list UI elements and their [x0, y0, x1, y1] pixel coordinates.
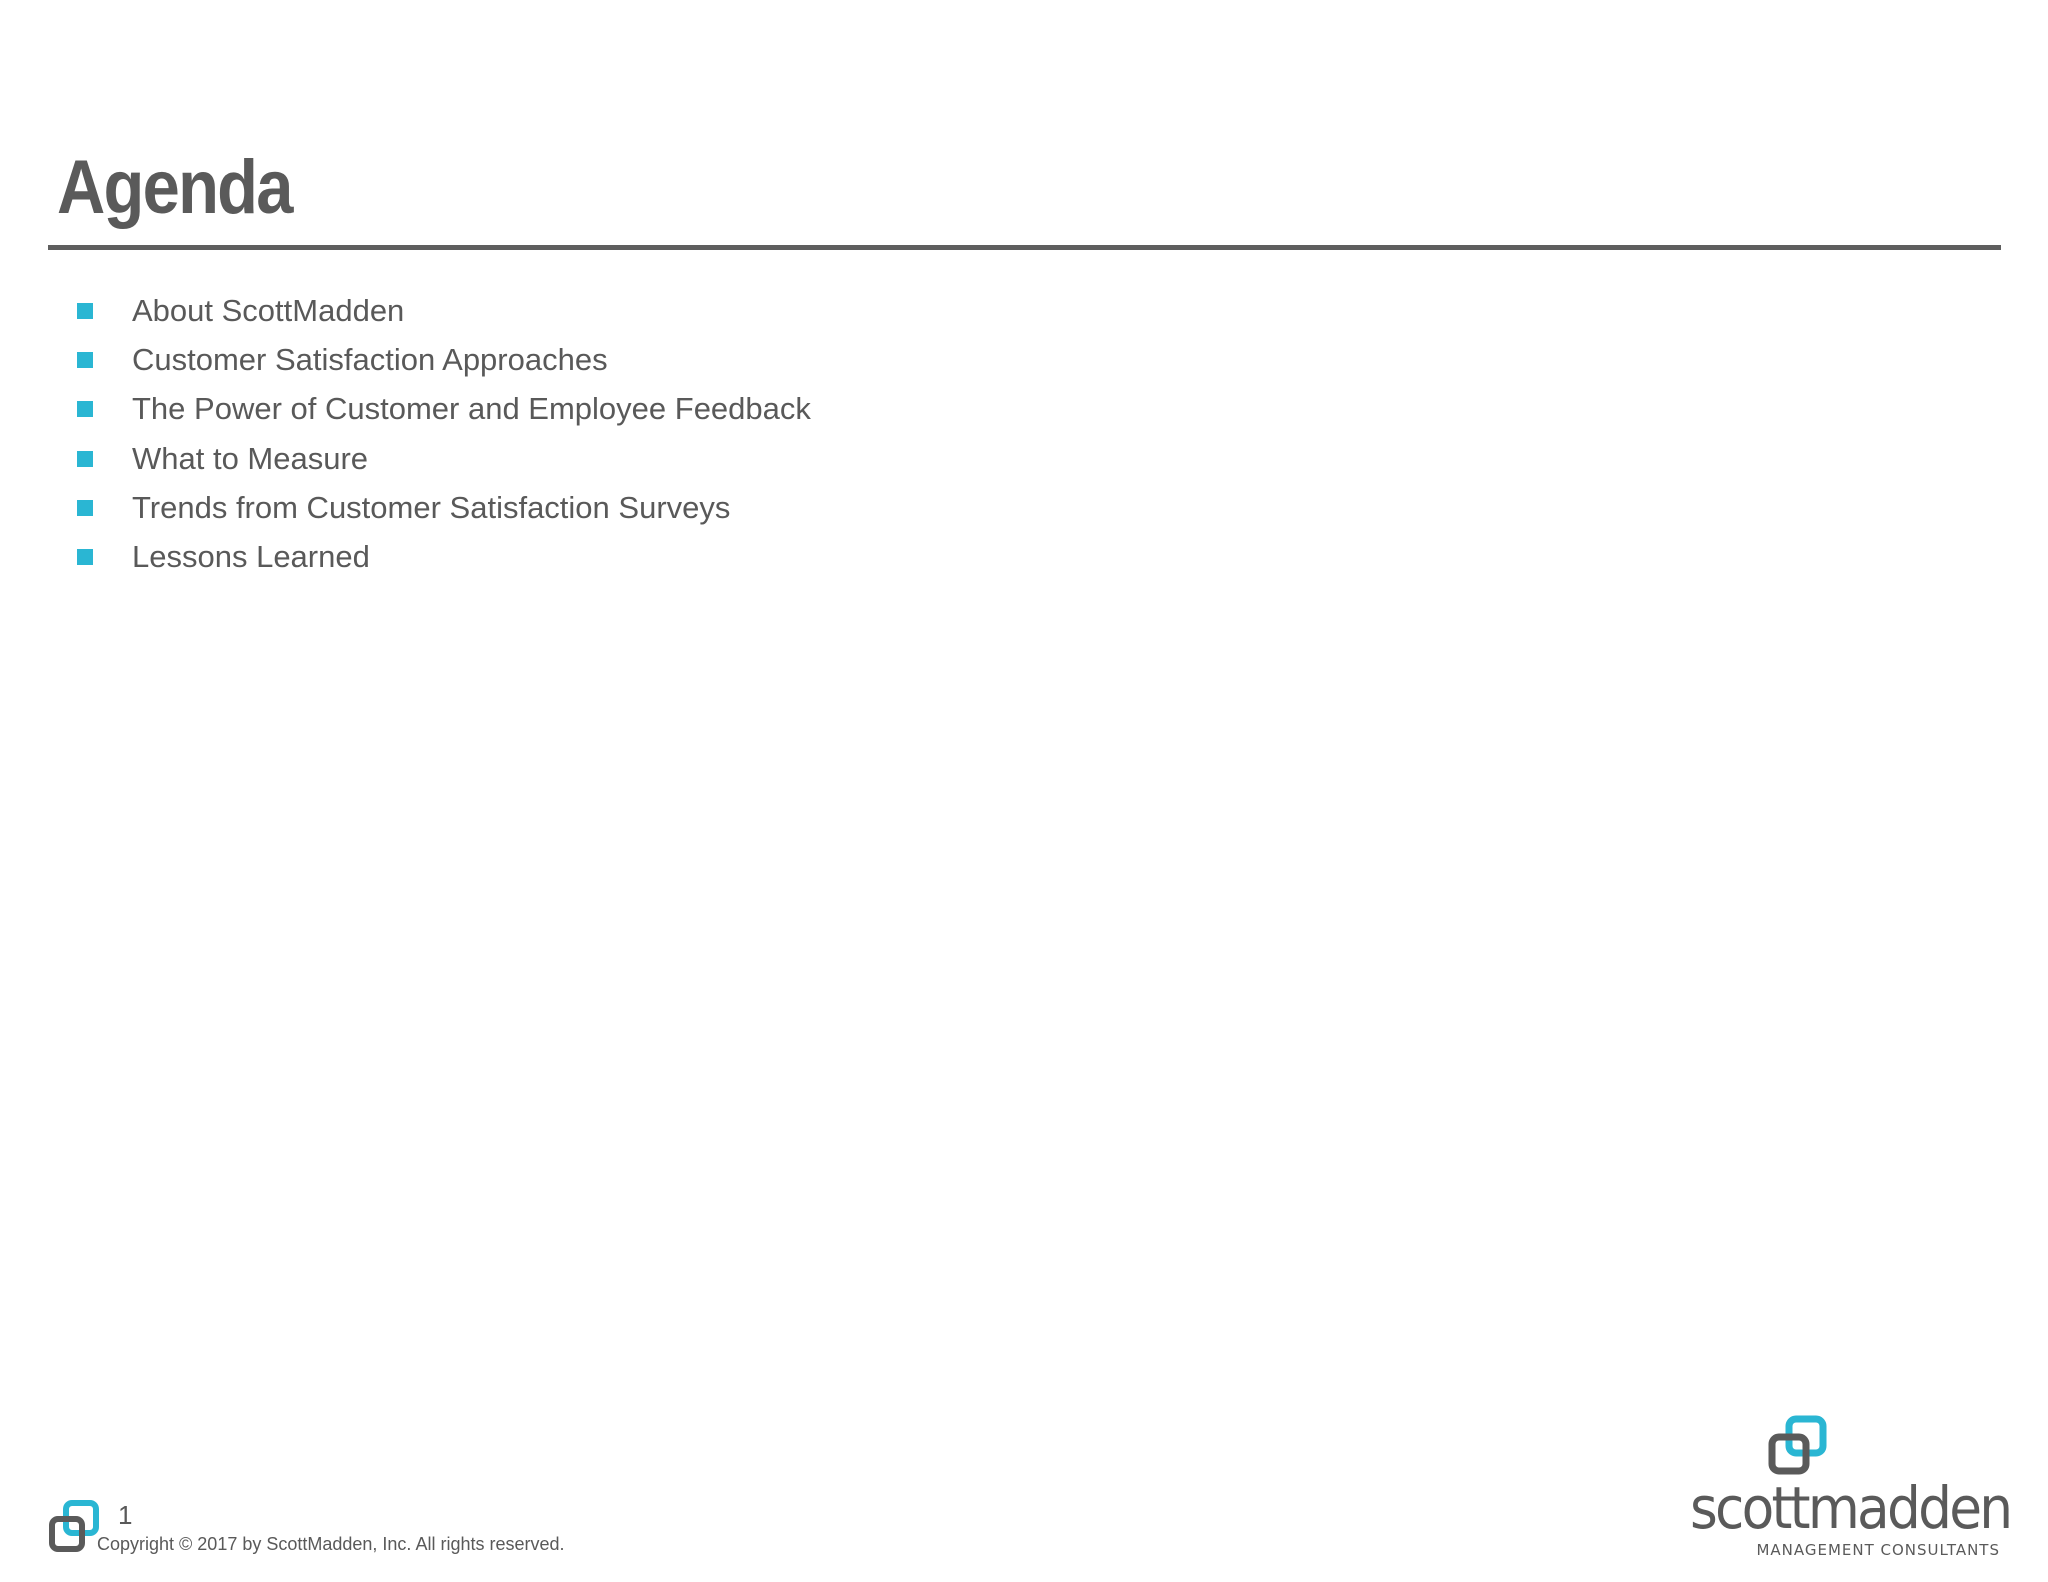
brand-tagline: MANAGEMENT CONSULTANTS [1756, 1541, 2000, 1559]
agenda-item [77, 538, 811, 587]
square-bullet-icon [77, 352, 93, 368]
title-divider [48, 245, 2001, 250]
agenda-item [77, 341, 811, 390]
agenda-item-label: What to Measure [132, 440, 369, 476]
interlocking-squares-icon [47, 1500, 103, 1556]
interlocking-squares-icon [1765, 1415, 1831, 1481]
agenda-item [77, 489, 811, 538]
square-bullet-icon [77, 549, 93, 565]
agenda-item-label: The Power of Customer and Employee Feedback [132, 391, 811, 427]
agenda-item [77, 390, 811, 439]
agenda-item-label: Lessons Learned [132, 538, 370, 574]
agenda-item [77, 440, 811, 489]
square-bullet-icon [77, 500, 93, 516]
agenda-item-label: Trends from Customer Satisfaction Surveys [132, 489, 731, 525]
copyright-notice: Copyright © 2017 by ScottMadden, Inc. All rights reserved. [97, 1534, 565, 1554]
brand-name: scottmadden [1690, 1474, 2011, 1542]
page-number: 1 [118, 1500, 133, 1530]
agenda-item-label: Customer Satisfaction Approaches [132, 342, 608, 378]
agenda-list [77, 292, 811, 587]
square-bullet-icon [77, 303, 93, 319]
square-bullet-icon [77, 451, 93, 467]
brand-logo [1690, 1415, 2011, 1559]
square-bullet-icon [77, 401, 93, 417]
slide-title: Agenda [57, 145, 292, 230]
agenda-item-label: About ScottMadden [132, 293, 405, 328]
agenda-item [77, 292, 811, 341]
